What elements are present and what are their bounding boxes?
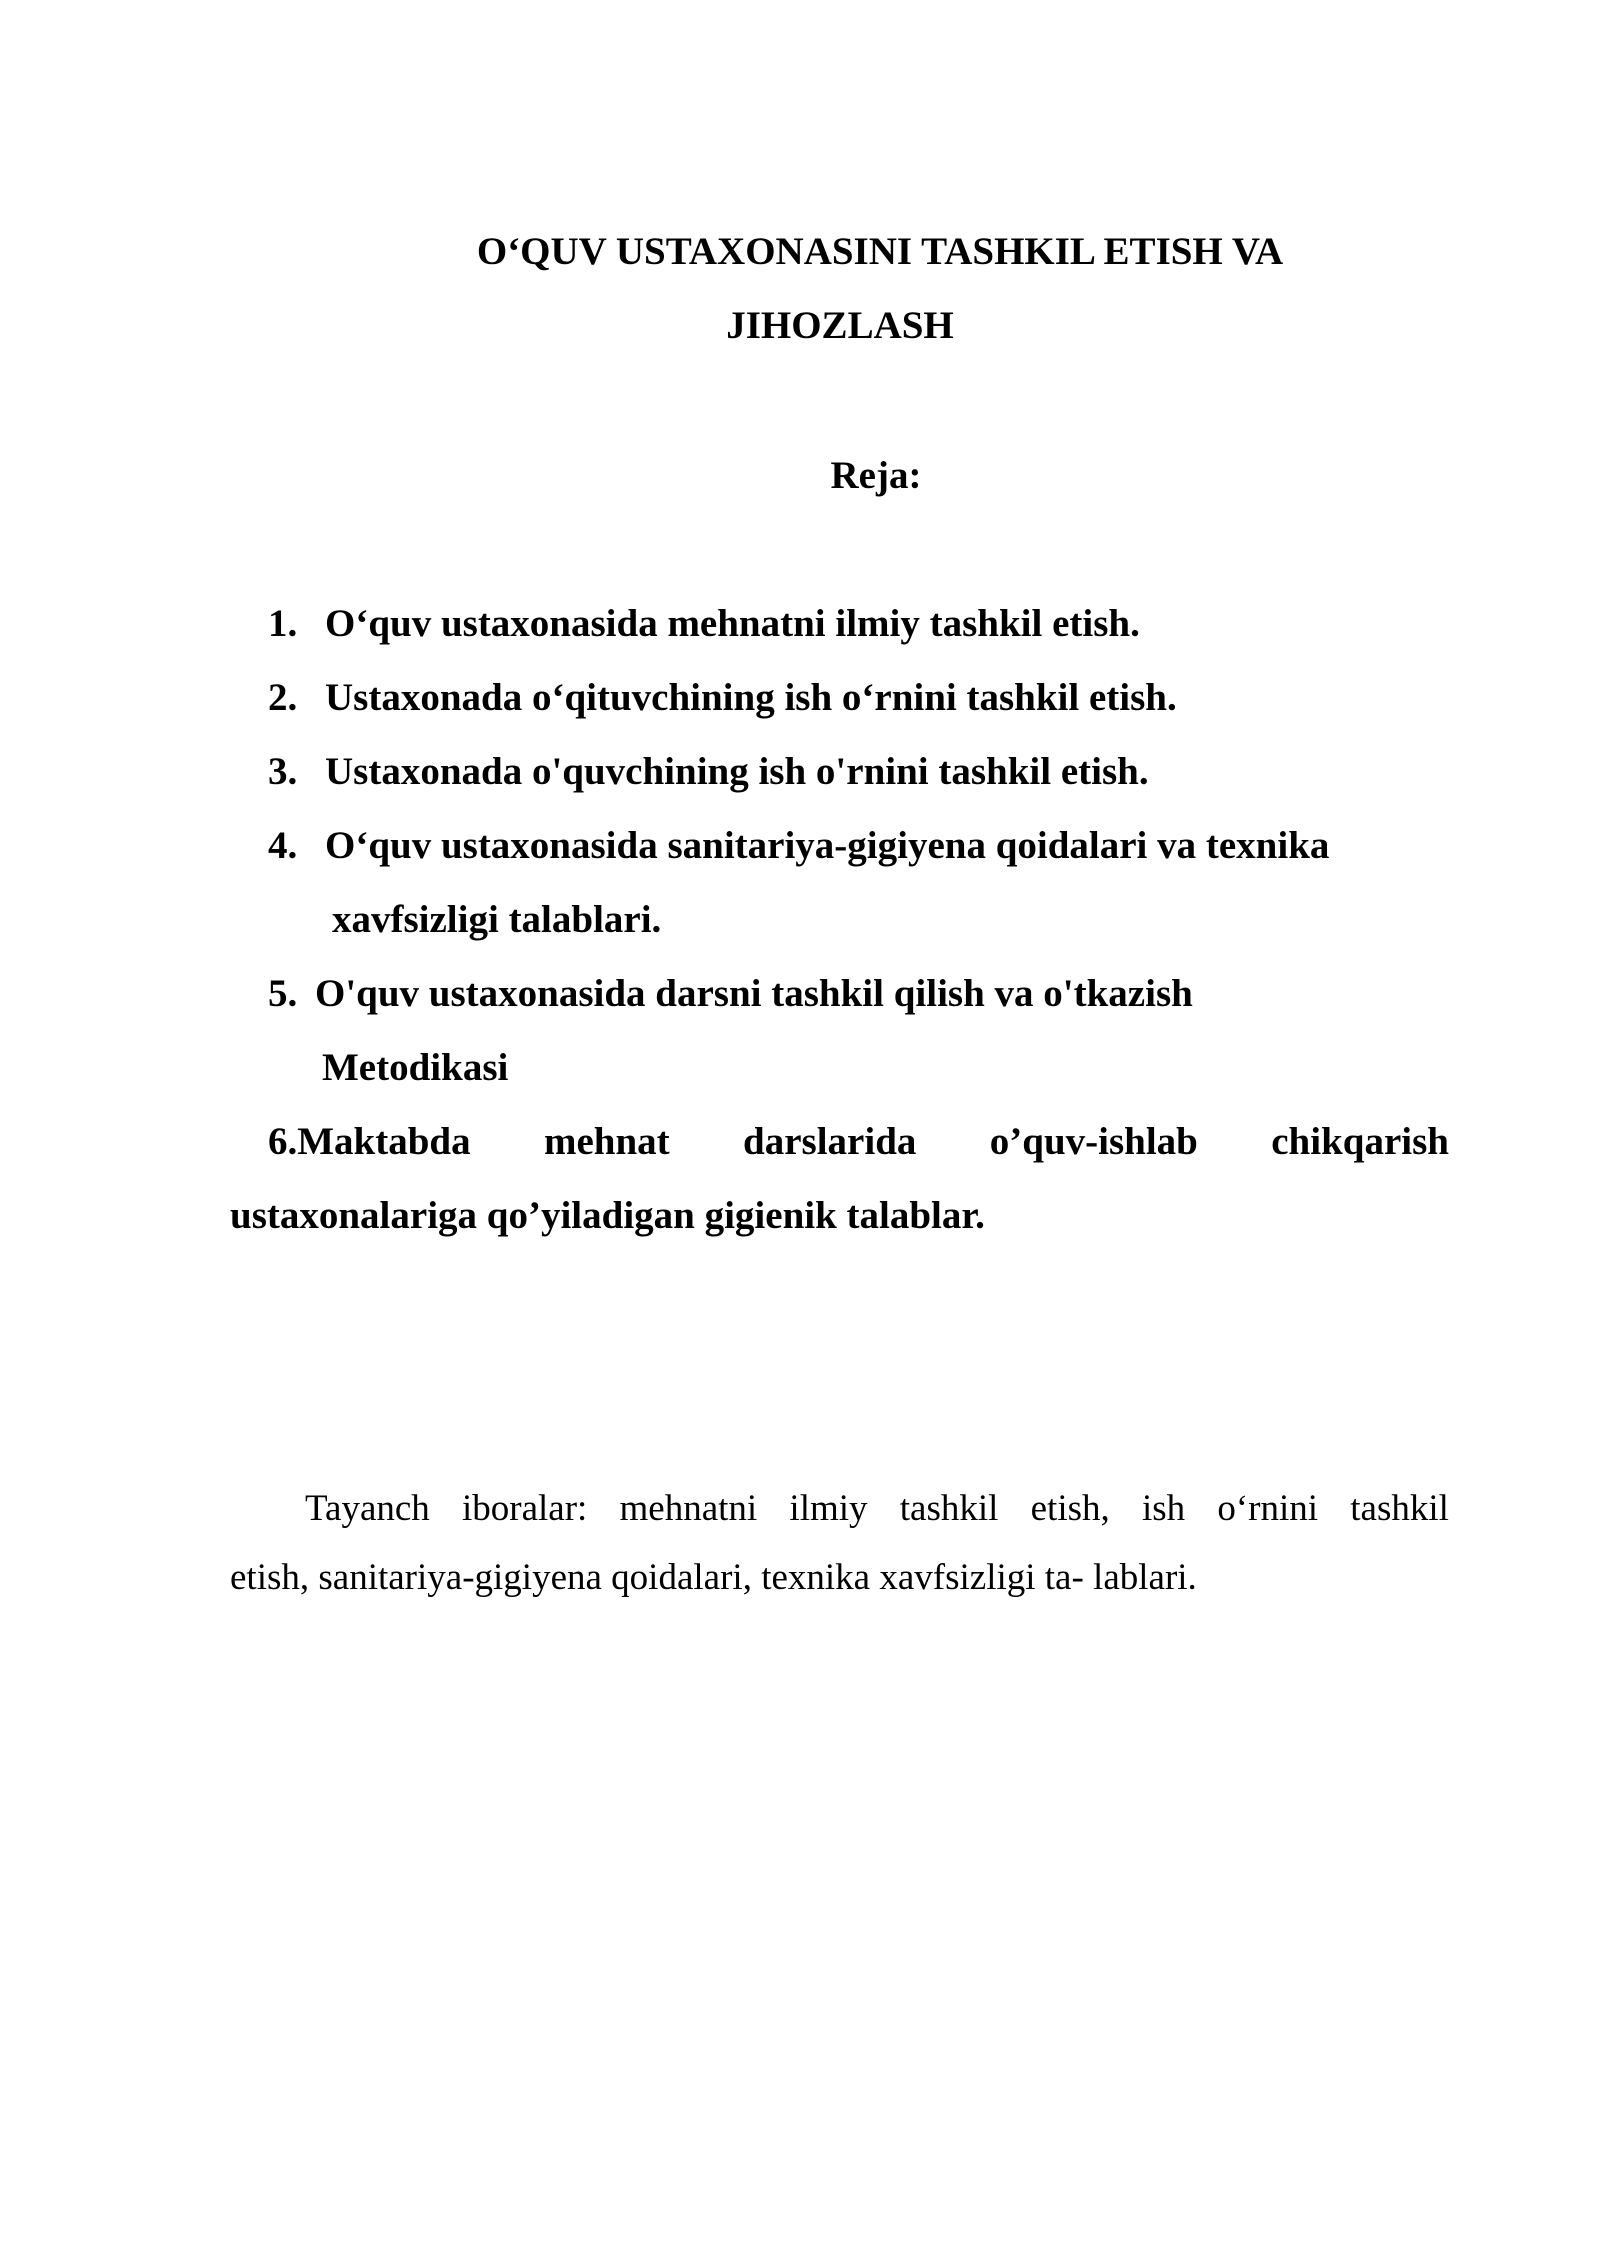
keyword-word: o‘rnini [1217,1488,1319,1529]
plan-item-number: 3. [268,750,298,793]
keyword-word: tashkil [899,1488,999,1529]
keyword-word: mehnatni [619,1488,758,1529]
plan-item-number: 1. [268,602,298,645]
plan-item-number: 5. [268,972,298,1015]
plan-item-text: Ustaxonada o'quvchining ish o'rnini tashkil etish. [325,750,1149,793]
plan-item-word: mehnat [544,1120,670,1163]
plan-item-word: o’quv-ishlab [989,1120,1198,1163]
plan-item-word: chikqarish [1271,1120,1449,1163]
plan-item-text: O‘quv ustaxonasida mehnatni ilmiy tashkil etish. [325,602,1140,645]
document-title-line-2: JIHOZLASH [726,304,954,347]
plan-item-text: O'quv ustaxonasida darsni tashkil qilish va o'tkazish [315,972,1193,1015]
plan-heading: Reja: [830,454,922,497]
plan-item-4-continuation: xavfsizligi talablari. [332,898,662,941]
keyword-word: Tayanch [305,1488,430,1529]
plan-item-5-continuation: Metodikasi [322,1046,509,1089]
plan-item-6-continuation: ustaxonalariga qo’yiladigan gigienik talablar. [230,1194,985,1237]
keyword-word: ilmiy [789,1488,868,1529]
keywords-line-2: etish, sanitariya-gigiyena qoidalari, texnika xavfsizligi ta- lablari. [230,1557,1197,1598]
plan-item-3 [268,750,1149,794]
plan-item-number: 4. [268,824,298,867]
plan-item-word: 6.Maktabda [268,1120,471,1163]
keyword-word: tashkil [1350,1488,1449,1529]
plan-item-text: O‘quv ustaxonasida sanitariya-gigiyena qoidalari va texnika [325,824,1330,867]
plan-item-number: 2. [268,676,298,719]
plan-item-5 [268,972,1193,1016]
plan-item-6 [268,1120,1449,1164]
plan-item-text: Ustaxonada o‘qituvchining ish o‘rnini tashkil etish. [325,676,1177,719]
keyword-word: iboralar: [462,1488,588,1529]
plan-item-word: darslarida [743,1120,917,1163]
keyword-word: ish [1141,1488,1186,1529]
plan-item-2 [268,676,1177,720]
keywords-line-1 [305,1487,1449,1531]
plan-item-1 [268,602,1140,646]
plan-item-4 [268,824,1329,868]
keyword-word: etish, [1030,1488,1110,1529]
document-title-line-1: O‘QUV USTAXONASINI TASHKIL ETISH VA [476,230,1284,273]
